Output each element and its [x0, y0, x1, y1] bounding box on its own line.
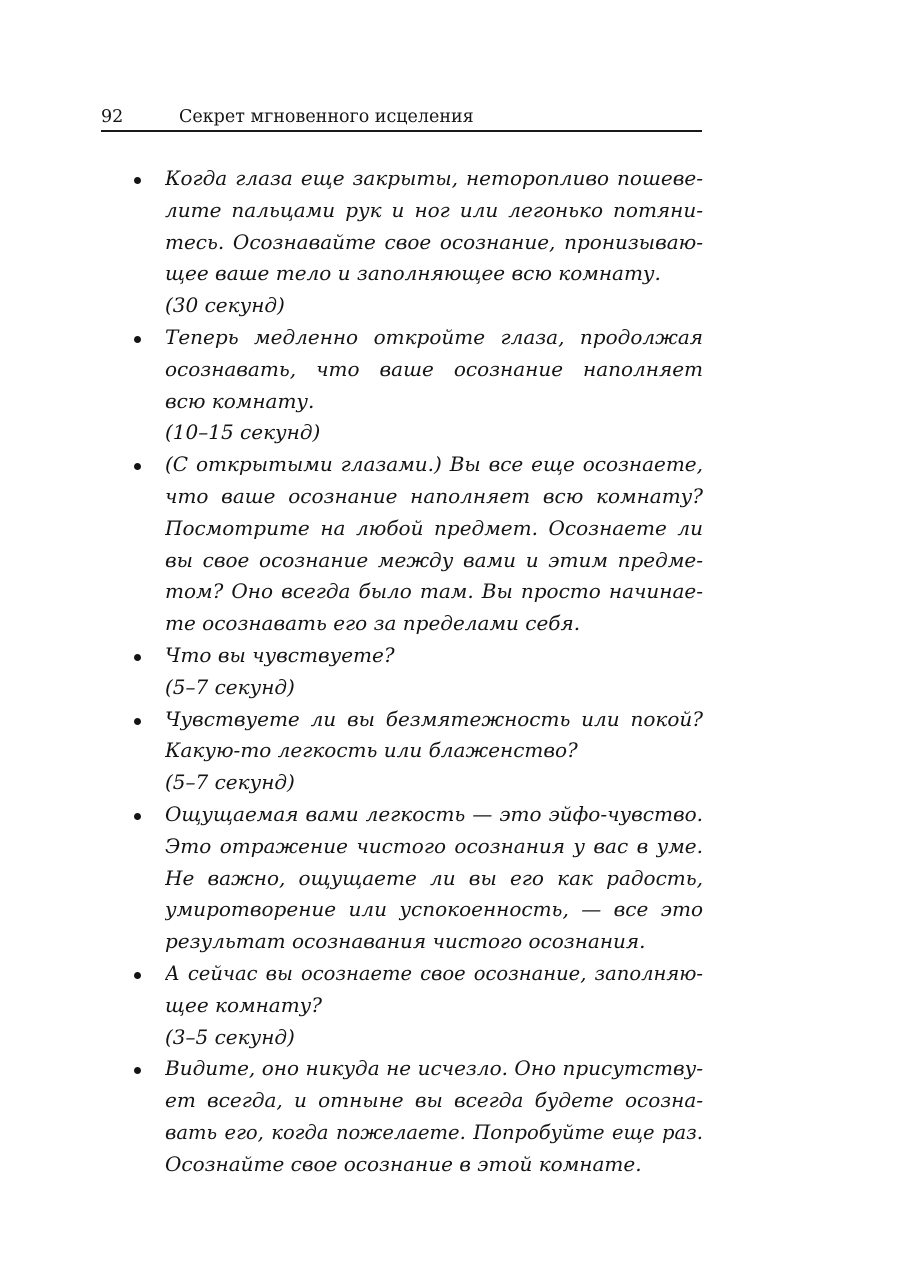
bullet-dot-icon — [134, 1067, 141, 1074]
text-line: Теперь медленно откройте глаза, продолжая — [165, 324, 703, 349]
bullet-text — [165, 1053, 703, 1180]
bullet-item — [130, 322, 703, 449]
text-line: тесь. Осознавайте свое осознание, пронизываю- — [165, 229, 703, 254]
running-header — [101, 104, 702, 132]
pause-duration: (5–7 секунд) — [165, 674, 295, 699]
pause-duration: (5–7 секунд) — [165, 770, 295, 795]
text-line: умиротворение или успокоенность, — все это — [165, 897, 703, 922]
bullet-item — [130, 1053, 703, 1180]
text-line: что ваше осознание наполняет всю комнату? — [165, 483, 703, 508]
pause-duration: (30 секунд) — [165, 293, 285, 318]
text-line: ет всегда, и отныне вы всегда будете осозна- — [165, 1088, 703, 1113]
bullet-list — [130, 163, 703, 1181]
text-line: всю комнату. — [165, 388, 315, 413]
text-line: те осознавать его за пределами себя. — [165, 611, 581, 636]
text-line: Ощущаемая вами легкость — это эйфо-чувство. — [165, 801, 703, 826]
bullet-item — [130, 704, 703, 799]
bullet-text — [165, 704, 703, 768]
bullet-text — [165, 958, 703, 1022]
text-line: Посмотрите на любой предмет. Осознаете ли — [165, 515, 703, 540]
text-line: (С открытыми глазами.) Вы все еще осознаете, — [165, 452, 703, 477]
running-title: Секрет мгновенного исцеления — [179, 107, 474, 127]
text-line: том? Оно всегда было там. Вы просто начинае- — [165, 579, 703, 604]
bullet-text — [165, 640, 703, 672]
bullet-item — [130, 640, 703, 704]
text-line: Какую-то легкость или блаженство? — [165, 738, 578, 763]
text-line: А сейчас вы осознаете свое осознание, заполняю- — [165, 961, 703, 985]
text-line: вать его, когда пожелаете. Попробуйте еще раз. — [165, 1120, 703, 1144]
bullet-dot-icon — [134, 177, 141, 184]
bullet-dot-icon — [134, 654, 141, 661]
text-line: щее комнату? — [165, 992, 323, 1017]
bullet-text — [165, 799, 703, 958]
text-line: Это отражение чистого осознания у вас в уме. — [165, 833, 703, 858]
text-line: вы свое осознание между вами и этим предме- — [165, 547, 703, 572]
pause-duration: (3–5 секунд) — [165, 1024, 295, 1049]
bullet-text — [165, 163, 703, 290]
pause-duration: (10–15 секунд) — [165, 420, 321, 445]
bullet-item — [130, 958, 703, 1053]
text-line: лите пальцами рук и ног или легонько потяни- — [165, 197, 703, 222]
page-number: 92 — [101, 107, 124, 127]
bullet-item — [130, 449, 703, 640]
bullet-item — [130, 799, 703, 958]
text-line: осознавать, что ваше осознание наполняет — [165, 356, 703, 381]
text-line: Когда глаза еще закрыты, неторопливо пошеве- — [165, 166, 703, 190]
bullet-dot-icon — [134, 463, 141, 470]
text-line: Что вы чувствуете? — [165, 642, 395, 667]
text-line: Не важно, ощущаете ли вы его как радость, — [165, 865, 703, 890]
text-line: щее ваше тело и заполняющее всю комнату. — [165, 261, 661, 286]
text-line: Видите, оно никуда не исчезло. Оно присутству- — [165, 1056, 703, 1081]
bullet-text — [165, 322, 703, 417]
bullet-dot-icon — [134, 813, 141, 820]
bullet-item — [130, 163, 703, 322]
text-line: Чувствуете ли вы безмятежность или покой? — [165, 706, 703, 731]
bullet-dot-icon — [134, 718, 141, 725]
text-line: результат осознавания чистого осознания. — [165, 929, 646, 954]
bullet-dot-icon — [134, 972, 141, 979]
bullet-text — [165, 449, 703, 640]
bullet-dot-icon — [134, 336, 141, 343]
text-line: Осознайте свое осознание в этой комнате. — [165, 1151, 642, 1176]
